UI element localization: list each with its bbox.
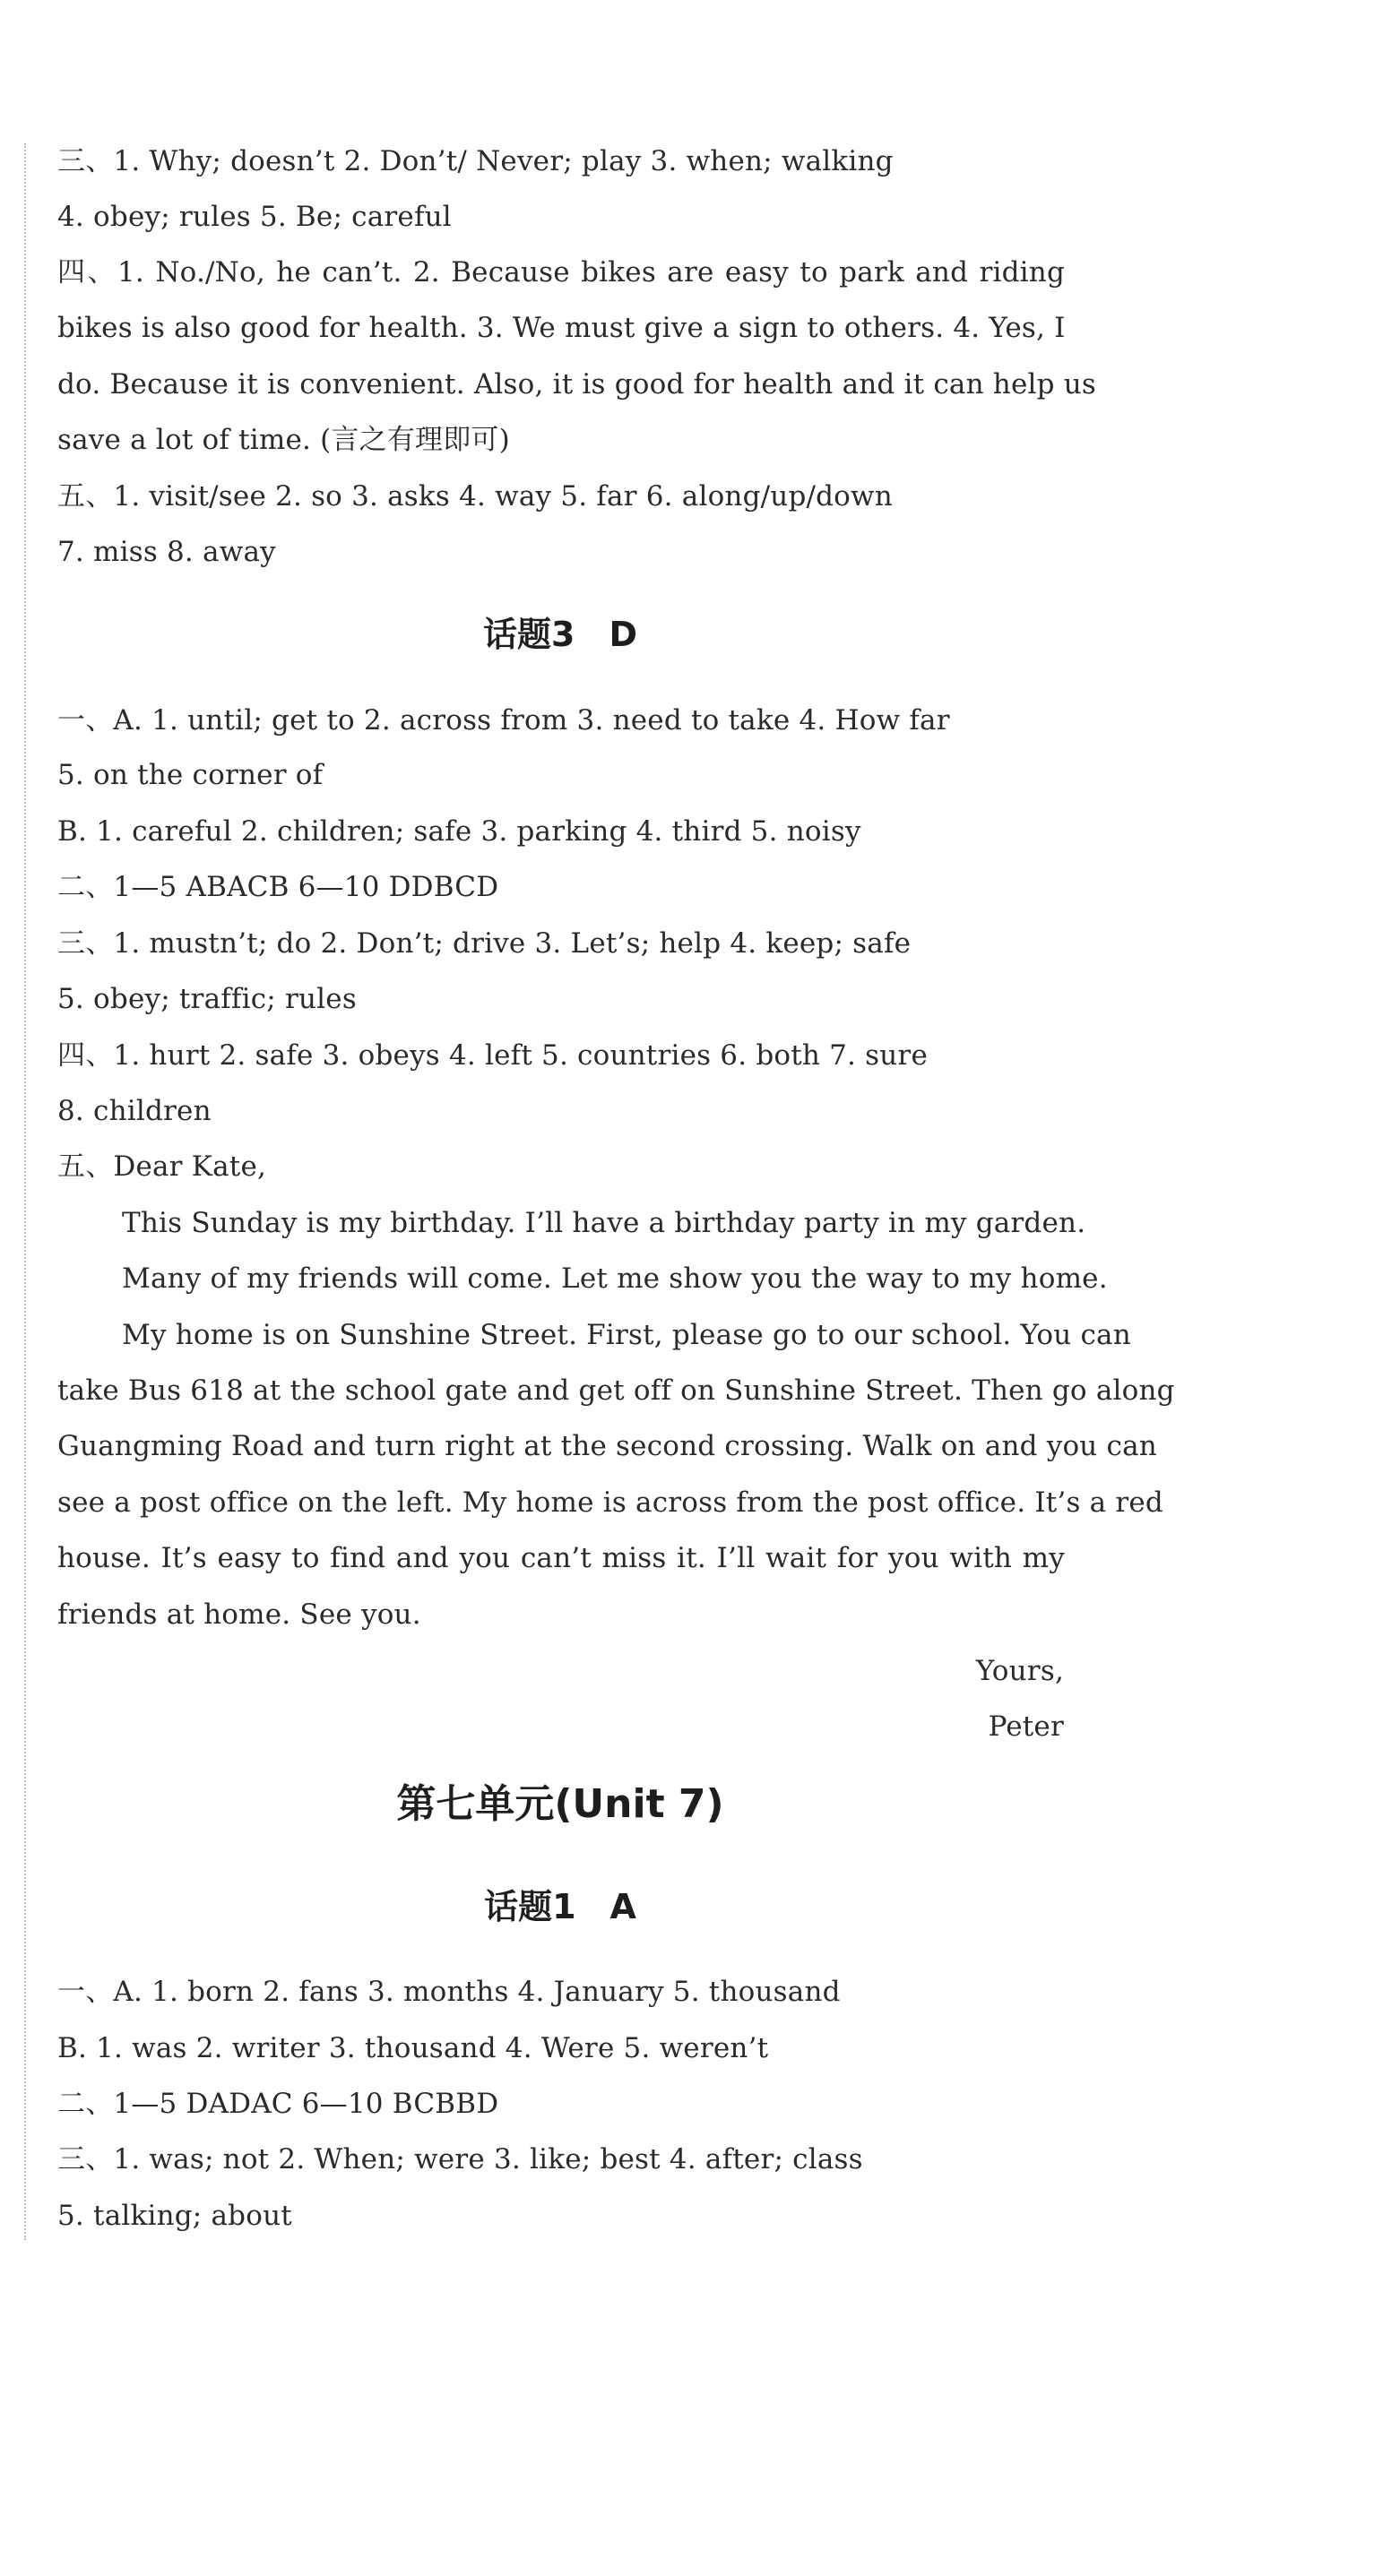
letter-line: Guangming Road and turn right at the second crossing. Walk on and you can xyxy=(57,1430,1157,1462)
topic-heading: 话题1 A xyxy=(484,1887,636,1926)
answer-line: 5. obey; traffic; rules xyxy=(57,983,357,1015)
letter-salutation: 五、Dear Kate, xyxy=(57,1150,267,1183)
answer-line: B. 1. was 2. writer 3. thousand 4. Were 5. weren’t xyxy=(57,2032,769,2064)
answer-line: B. 1. careful 2. children; safe 3. parking 4. third 5. noisy xyxy=(57,815,861,848)
unit-heading: 第七单元(Unit 7) xyxy=(396,1781,724,1827)
letter-line: see a post office on the left. My home is across from the post office. It’s a red xyxy=(57,1486,1163,1519)
answer-line: bikes is also good for health. 3. We must give a sign to others. 4. Yes, I xyxy=(57,312,1066,344)
letter-line: take Bus 618 at the school gate and get off on Sunshine Street. Then go along xyxy=(57,1374,1175,1407)
answer-line: 5. on the corner of xyxy=(57,759,324,791)
answer-line: 三、1. mustn’t; do 2. Don’t; drive 3. Let’s; help 4. keep; safe xyxy=(57,927,912,960)
answer-line: save a lot of time. (言之有理即可) xyxy=(57,424,510,456)
answer-line: 一、A. 1. born 2. fans 3. months 4. January 5. thousand xyxy=(57,1976,841,2008)
answer-line: 8. children xyxy=(57,1095,212,1127)
answer-line: 三、1. Why; doesn’t 2. Don’t/ Never; play 3. when; walking xyxy=(57,145,894,177)
answer-line: 二、1—5 DADAC 6—10 BCBBD xyxy=(57,2088,499,2120)
answer-line: 四、1. No./No, he can’t. 2. Because bikes are easy to park and riding xyxy=(57,256,1065,289)
topic-heading: 话题3 D xyxy=(483,615,637,654)
answer-line: 二、1—5 ABACB 6—10 DDBCD xyxy=(57,871,499,903)
answer-line: 四、1. hurt 2. safe 3. obeys 4. left 5. countries 6. both 7. sure xyxy=(57,1039,928,1072)
answer-line: 5. talking; about xyxy=(57,2200,292,2232)
answer-line: 4. obey; rules 5. Be; careful xyxy=(57,201,452,233)
letter-line: This Sunday is my birthday. I’ll have a birthday party in my garden. xyxy=(122,1207,1086,1239)
answer-line: 五、1. visit/see 2. so 3. asks 4. way 5. far 6. along/up/down xyxy=(57,480,893,513)
letter-line: Many of my friends will come. Let me show you the way to my home. xyxy=(122,1262,1108,1295)
answer-line: 一、A. 1. until; get to 2. across from 3. need to take 4. How far xyxy=(57,704,950,737)
answer-line: 7. miss 8. away xyxy=(57,536,276,568)
letter-line: friends at home. See you. xyxy=(57,1598,421,1631)
letter-line: My home is on Sunshine Street. First, please go to our school. You can xyxy=(122,1319,1131,1351)
answer-line: 三、1. was; not 2. When; were 3. like; best 4. after; class xyxy=(57,2143,863,2175)
letter-closing: Yours, xyxy=(975,1655,1064,1687)
letter-line: house. It’s easy to find and you can’t miss it. I’ll wait for you with my xyxy=(57,1542,1065,1574)
letter-signature: Peter xyxy=(988,1710,1064,1743)
answer-line: do. Because it is convenient. Also, it is good for health and it can help us xyxy=(57,368,1097,401)
